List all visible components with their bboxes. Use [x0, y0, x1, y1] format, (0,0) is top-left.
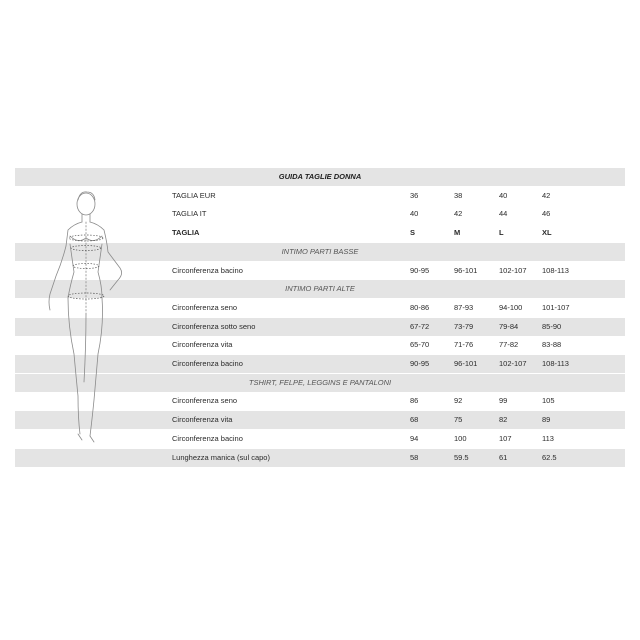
size-value: 99: [499, 396, 508, 406]
section-title: INTIMO PARTI BASSE: [281, 246, 359, 256]
size-value: 94-100: [499, 302, 523, 312]
size-value: 83-88: [542, 340, 562, 350]
size-value: 65-70: [410, 340, 430, 350]
size-value: 89: [542, 415, 551, 425]
row-label: Circonferenza bacino: [172, 359, 243, 368]
section-title: INTIMO PARTI ALTE: [285, 284, 355, 294]
size-value: 92: [454, 396, 463, 406]
size-value: 96-101: [454, 359, 478, 368]
size-value: S: [410, 228, 416, 238]
female-figure-icon: [40, 186, 130, 444]
size-value: 77-82: [499, 340, 519, 350]
size-value: 85-90: [542, 321, 562, 331]
size-value: 87-93: [454, 302, 474, 312]
size-value: 94: [410, 433, 419, 443]
row-label: Circonferenza seno: [172, 302, 238, 312]
size-value: 108-113: [542, 359, 569, 368]
size-value: 44: [499, 209, 508, 219]
row-label: Circonferenza vita: [172, 340, 233, 350]
size-value: 113: [542, 433, 554, 443]
size-value: XL: [542, 228, 552, 238]
size-value: 61: [499, 452, 508, 462]
size-value: 75: [454, 415, 463, 425]
size-value: 36: [410, 190, 419, 200]
table-row: [15, 449, 625, 467]
size-value: 59.5: [454, 452, 469, 462]
row-label: Circonferenza bacino: [172, 265, 243, 275]
size-value: 71-76: [454, 340, 474, 350]
row-label: Circonferenza seno: [172, 396, 238, 406]
size-value: 101-107: [542, 302, 570, 312]
row-label: TAGLIA IT: [172, 209, 207, 219]
size-value: 82: [499, 415, 508, 425]
size-value: 68: [410, 415, 419, 425]
size-value: 90-95: [410, 265, 430, 275]
size-value: 40: [499, 190, 508, 200]
size-value: 67-72: [410, 321, 430, 331]
section-title: TSHIRT, FELPE, LEGGINS E PANTALONI: [248, 377, 392, 387]
size-value: 108-113: [542, 265, 569, 275]
size-value: 62.5: [542, 452, 557, 462]
size-value: 105: [542, 396, 555, 406]
row-label: TAGLIA EUR: [172, 190, 216, 200]
table-title: GUIDA TAGLIE DONNA: [278, 172, 362, 181]
row-label: Lunghezza manica (sul capo): [172, 452, 270, 462]
size-value: 79-84: [499, 321, 519, 331]
size-value: 42: [542, 190, 551, 200]
size-value: 86: [410, 396, 419, 406]
row-label: Circonferenza sotto seno: [172, 321, 256, 331]
size-value: 46: [542, 209, 551, 219]
size-value: 73-79: [454, 321, 474, 331]
size-value: 102-107: [499, 359, 527, 368]
size-value: 38: [454, 190, 463, 200]
size-value: 107: [499, 433, 512, 443]
size-value: M: [454, 228, 461, 238]
size-value: 96-101: [454, 265, 478, 275]
size-value: 102-107: [499, 265, 527, 275]
size-value: 80-86: [410, 302, 430, 312]
size-value: 90-95: [410, 359, 430, 368]
size-value: 58: [410, 452, 419, 462]
size-value: 100: [454, 433, 467, 443]
row-label: Circonferenza vita: [172, 415, 233, 425]
table-title-row: [15, 168, 625, 186]
size-value: L: [499, 228, 504, 238]
size-value: 42: [454, 209, 463, 219]
size-value: 40: [410, 209, 419, 219]
row-label: TAGLIA: [172, 228, 200, 238]
row-label: Circonferenza bacino: [172, 433, 243, 443]
